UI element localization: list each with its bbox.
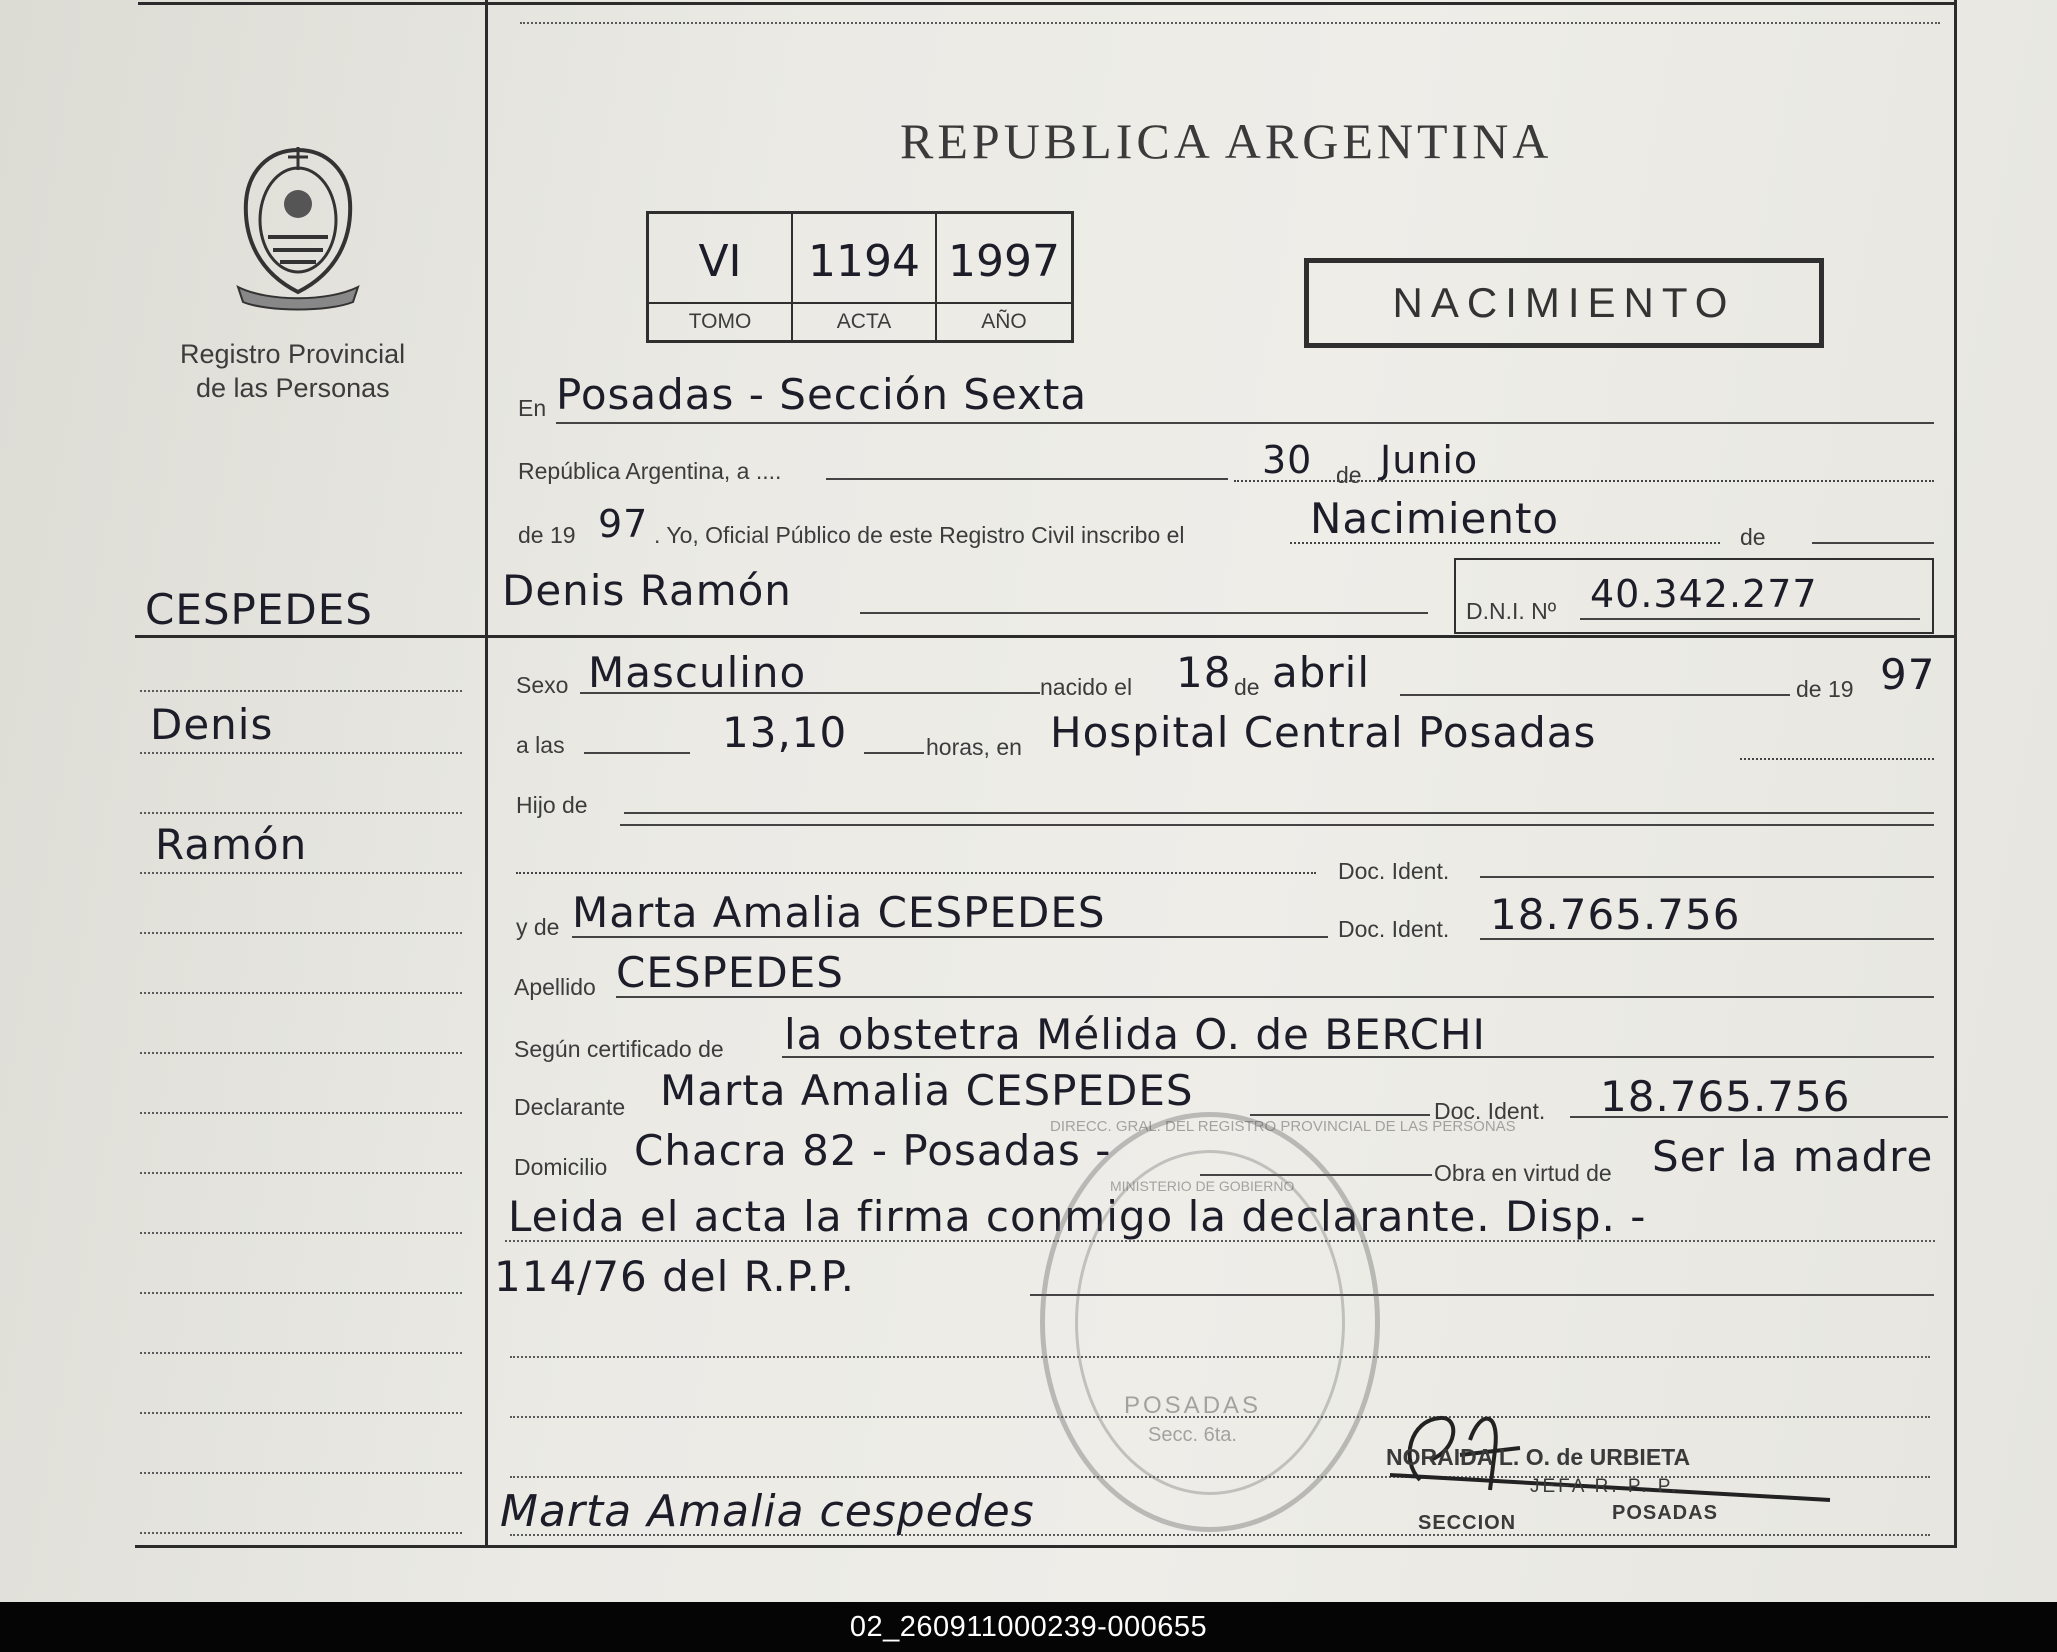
apellido-label: Apellido [514,974,596,1000]
acto-value: Nacimiento [1310,494,1560,543]
sidebar-line [140,1352,462,1354]
hijo-line-2 [620,824,1934,826]
sidebar-line [140,992,462,994]
sidebar-second-name: Ramón [155,820,308,869]
top-dotted-line [520,22,1940,24]
record-type-box: NACIMIENTO [1304,258,1824,348]
madre-doc-value: 18.765.756 [1490,890,1741,939]
registration-day: 30 [1262,438,1313,482]
declarante-signature: Marta Amalia cespedes [500,1486,1035,1537]
alas-label: a las [516,732,565,758]
sexo-line [580,692,1040,694]
yde-label: y de [516,914,560,940]
declarante-doc-value: 18.765.756 [1600,1072,1851,1121]
sidebar-line [140,1172,462,1174]
file-id-footer: 02_260911000239-000655 [0,1602,2057,1652]
date-line-1 [826,478,1228,480]
madre-line [572,936,1328,938]
madre-doc-label: Doc. Ident. [1338,916,1450,942]
de2-line [1812,542,1934,544]
official-seccion: SECCION [1418,1512,1517,1534]
name-line [860,612,1428,614]
declarante-doc-line [1570,1116,1948,1118]
official-city: POSADAS [1612,1502,1718,1524]
right-border [1954,0,1957,1548]
declarante-value: Marta Amalia CESPEDES [660,1066,1194,1115]
official-role: JEFA R. P. P. [1530,1476,1680,1497]
stamp-ring-text: DIRECC. GRAL. DEL REGISTRO PROVINCIAL DE LAS PERSONAS [1050,1118,1516,1135]
sidebar-line [140,1112,462,1114]
birth-month: abril [1272,648,1371,697]
sidebar-line [140,872,462,874]
apellido-line [616,996,1934,998]
registry-name-line1: Registro Provincial [180,339,406,369]
anio-cell [937,214,1071,340]
padre-line [516,872,1316,874]
madre-doc-line [1480,938,1934,940]
acta-value: 1194 [808,236,920,287]
acto-line [1290,542,1720,544]
provincia-misiones-logo [228,142,368,312]
certificado-line [782,1056,1934,1058]
nacido-label: nacido el [1040,674,1133,700]
sidebar-line [140,932,462,934]
hijo-label: Hijo de [516,792,588,818]
de19-label: de 19 [518,522,576,548]
sidebar-line [140,812,462,814]
sidebar-line [140,1472,462,1474]
padre-doc-label: Doc. Ident. [1338,858,1450,884]
lugar-line [1740,758,1934,760]
sidebar-line [140,690,462,692]
hora-line [864,752,924,754]
domicilio-value: Chacra 82 - Posadas - [634,1126,1112,1175]
de2-label: de [1740,524,1766,550]
registry-name-line2: de las Personas [196,373,390,403]
sidebar-surname: CESPEDES [145,585,373,634]
birth-line [1400,694,1790,696]
dni-line [1580,618,1920,620]
registration-year: 97 [598,502,649,546]
obra-value: Ser la madre [1652,1132,1934,1181]
horas-label: horas, en [926,734,1022,760]
birth-day: 18 [1176,648,1232,697]
sidebar-line [140,752,462,754]
stamp-city: POSADAS [1124,1392,1262,1419]
en-line [556,422,1934,424]
hijo-line [624,812,1934,814]
madre-value: Marta Amalia CESPEDES [572,888,1106,937]
observaciones-line-1: Leida el acta la firma conmigo la declarante. Disp. - [508,1192,1647,1241]
domicilio-label: Domicilio [514,1154,608,1180]
obra-label: Obra en virtud de [1434,1160,1612,1186]
official-name: NORAIDA L. O. de URBIETA [1386,1444,1691,1470]
header-bottom-rule [135,635,1957,638]
certificado-value: la obstetra Mélida O. de BERCHI [784,1010,1486,1059]
sidebar-line [140,1532,462,1534]
sidebar-first-name: Denis [150,700,274,749]
birth-place: Hospital Central Posadas [1050,708,1597,757]
declarante-label: Declarante [514,1094,626,1120]
document-title: REPUBLICA ARGENTINA [900,113,1553,169]
observaciones-line-2: 114/76 del R.P.P. [494,1252,855,1301]
en-value: Posadas - Sección Sexta [556,370,1088,419]
center-divider [485,0,488,1548]
registration-month: Junio [1380,438,1479,482]
republica-label: República Argentina, a .... [518,458,782,484]
de19b-label: de 19 [1796,676,1854,702]
padre-doc-line [1480,876,1934,878]
dni-value: 40.342.277 [1590,572,1818,616]
declarante-line [1250,1114,1430,1116]
anio-value: 1997 [948,236,1060,287]
acta-label: ACTA [793,302,935,340]
declarante-doc-label: Doc. Ident. [1434,1098,1546,1124]
stamp-section: Secc. 6ta. [1148,1424,1237,1446]
sexo-value: Masculino [588,648,807,697]
anio-label: AÑO [937,302,1071,340]
register-box [646,211,1074,343]
acta-cell [793,214,937,340]
en-label: En [518,395,547,421]
apellido-value: CESPEDES [616,948,844,997]
sidebar-line [140,1232,462,1234]
de3-label: de [1234,674,1260,700]
dni-label: D.N.I. Nº [1466,598,1557,624]
bottom-rule [135,1545,1957,1548]
stamp-inner-text: MINISTERIO DE GOBIERNO [1110,1178,1295,1194]
sidebar-line [140,1052,462,1054]
tomo-value: VI [698,236,742,287]
sidebar-line [140,1412,462,1414]
segun-label: Según certificado de [514,1036,724,1062]
birth-year: 97 [1880,650,1936,699]
de-label: de [1336,462,1362,488]
tomo-cell [649,214,793,340]
top-rule [138,2,1954,5]
oficial-text: . Yo, Oficial Público de este Registro Civil inscribo el [654,522,1185,548]
tomo-label: TOMO [649,302,791,340]
sexo-label: Sexo [516,672,569,698]
alas-line [584,752,690,754]
registered-name: Denis Ramón [502,566,792,615]
birth-time: 13,10 [722,708,848,757]
date-line-2 [1234,480,1934,482]
sidebar-line [140,1292,462,1294]
